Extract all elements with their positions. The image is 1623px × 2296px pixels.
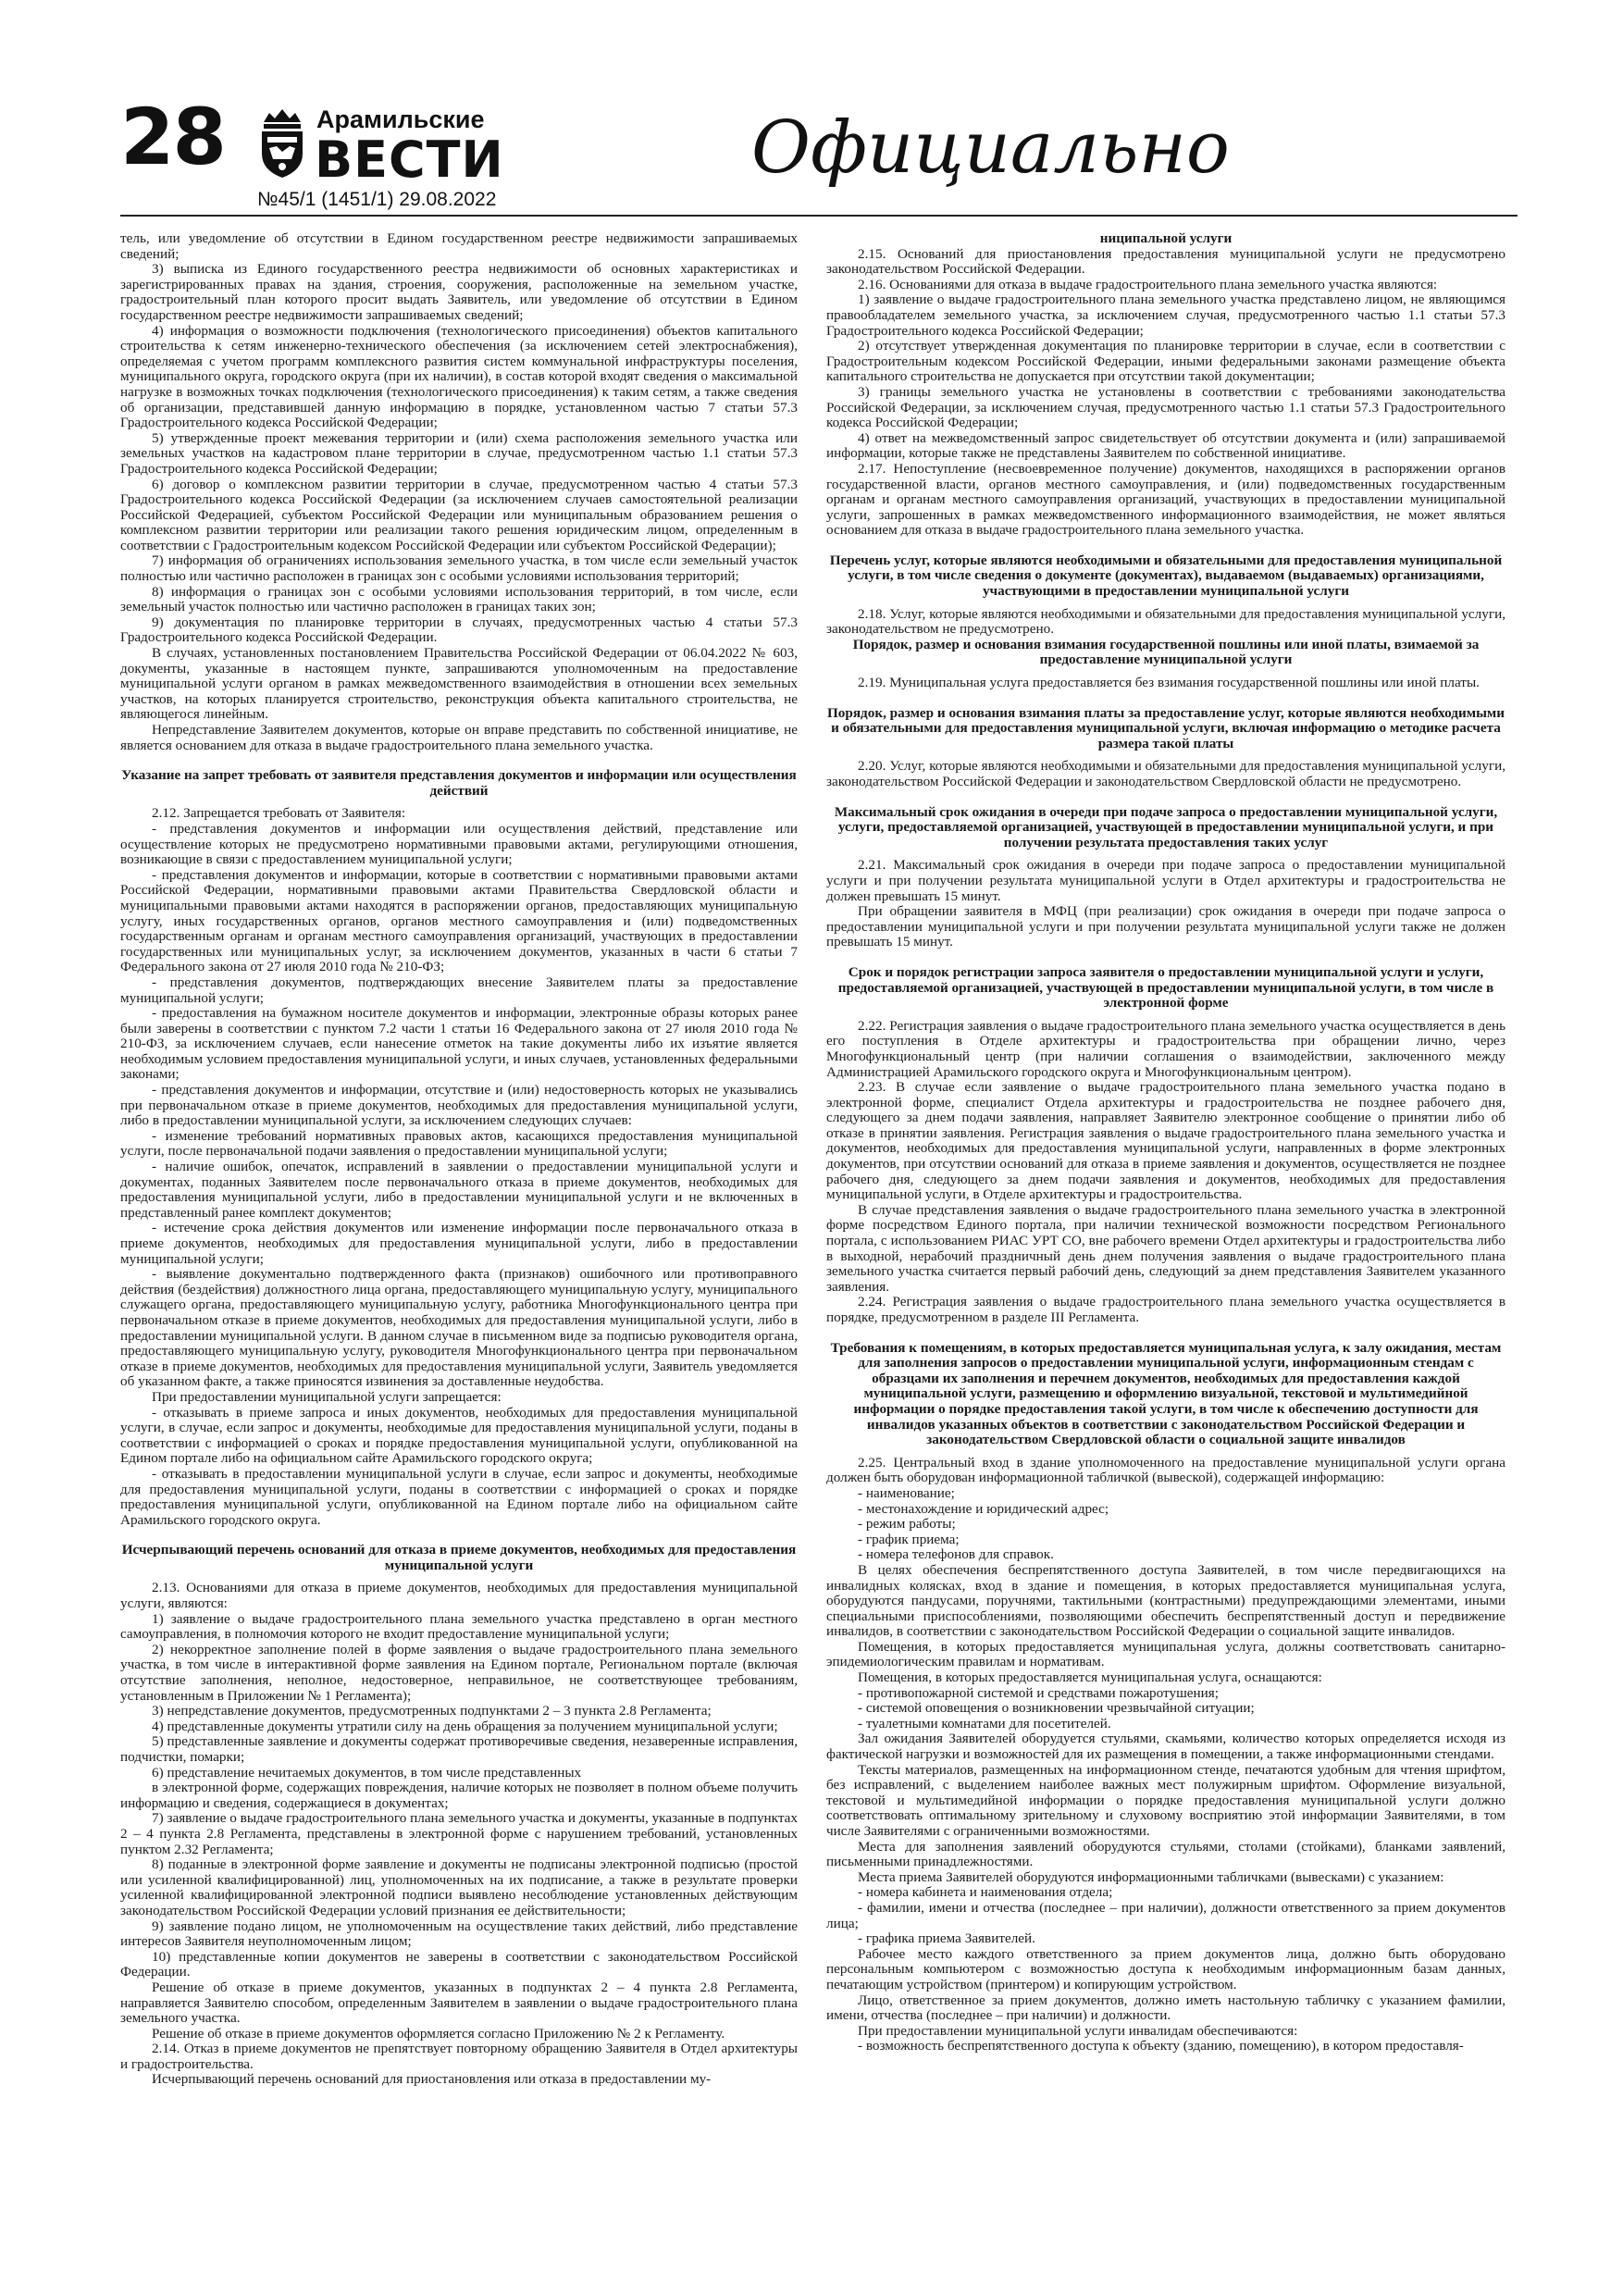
paragraph: 2.22. Регистрация заявления о выдаче градостроительного плана земельного участка осуществляется в день его поступления в Отделе архитектуры и градостроительства при обращении лично, через Многофункциональный центр (при наличии соглашения о взаимодействии, заключенного между Администрацией Арамильского городского округа и Многофункциональным центром). [826, 1017, 1505, 1080]
paragraph: При предоставлении муниципальной услуги запрещается: [152, 1388, 502, 1405]
paragraph: - отказывать в предоставлении муниципальной услуги в случае, если запрос и документы, необходимые для предоставления муниципальной услуги, поданы в соответствии с информацией о сроках и порядке предоставления муниципальной услуги, опубликованной на Едином портале либо на официальном сайте Арамильского городского округа. [120, 1465, 798, 1528]
paragraph: В случае представления заявления о выдаче градостроительного плана земельного участка в электронной форме посредством Единого портала, при наличии технической возможности посредством Регионального портала, с использованием РИАС УРТ СО, вне рабочего времени Отдел архитектуры и градостроительства либо в выходной, нерабочий праздничный день днем получения заявления о выдаче градостроительного плана земельного участка считается первый рабочий день, следующий за днем представления Заявителем указанного заявления. [826, 1201, 1505, 1295]
paragraph: Непредставление Заявителем документов, которые он вправе представить по собственной инициативе, не является основанием для отказа в выдаче градостроительного плана земельного участка. [120, 722, 798, 753]
paragraph: - противопожарной системой и средствами пожаротушения; [858, 1684, 1219, 1701]
paragraph: - возможность беспрепятственного доступа к объекту (зданию, помещению), в котором предоставля- [858, 2038, 1464, 2054]
paragraph: - график приема; [858, 1531, 960, 1547]
paragraph: Лицо, ответственное за прием документов, должно иметь настольную табличку с указанием фамилии, имени, отчества (последнее – при наличии) и должности. [826, 1992, 1505, 2024]
section-heading: Требования к помещениям, в которых предоставляется муниципальная услуга, к залу ожидания, местам для заполнения запросов о предоставлении муниципальной услуги, информационным стендам с образцами их заполнения и перечнем документов, необходимых для предоставления каждой муниципальной услуги, размещению и оформлению визуальной, текстовой и мультимедийной информации о порядке предоставления такой услуги, в том числе к обеспечению доступности для инвалидов указанных объектов в соответствии с законодательством Российской Федерации и законодательством Свердловской области о социальной защите инвалидов [830, 1339, 1502, 1448]
paragraph: 1) заявление о выдаче градостроительного плана земельного участка представлено в орган местного самоуправления, в полномочия которого не входит предоставление муниципальной услуги; [120, 1610, 798, 1643]
paragraph: тель, или уведомление об отсутствии в Едином государственном реестре недвижимости запрашиваемых сведений; [120, 231, 798, 262]
right-column [826, 231, 1505, 2293]
paragraph: 4) информация о возможности подключения (технологического присоединения) объектов капитального строительства к сетям инженерно-технического обеспечения (за исключением сетей электроснабжения), определяемая с учетом программ комплексного развития систем коммунальной инфраструктуры поселения, муниципального округа, городского округа (при их наличии), в состав которой входят сведения о максимальной нагрузке в возможных точках подключения (технологического присоединения) к таким сетям, а также сведения об организации, представившей данную информацию в порядке, установленном частью 7 статьи 57.3 Градостроительного кодекса Российской Федерации; [120, 322, 798, 431]
paragraph: Решение об отказе в приеме документов, указанных в подпунктах 2 – 4 пункта 2.8 Регламента, направляется Заявителю способом, определенным Заявителем в заявлении о выдаче градостроительного плана земельного участка. [120, 1979, 798, 2027]
paragraph: Тексты материалов, размещенных на информационном стенде, печатаются удобным для чтения шрифтом, без исправлений, с выделением наиболее важных мест полужирным шрифтом. Оформление визуальной, текстовой и мультимедийной информации о порядке предоставления муниципальной услуги должно соответствовать оптимальному зрительному и слуховому восприятию этой информации Заявителями, в том числе Заявителями с ограниченными возможностями. [826, 1761, 1505, 1839]
paragraph: - системой оповещения о возникновении чрезвычайной ситуации; [858, 1700, 1255, 1717]
masthead [120, 93, 1518, 217]
paragraph: Зал ожидания Заявителей оборудуется стульями, скамьями, количество которых определяется исходя из фактической нагрузки и возможностей для их размещения в помещении, а также информационными стендами. [826, 1731, 1505, 1763]
header-rule [120, 215, 1518, 217]
paragraph: - истечение срока действия документов или изменение информации после первоначального отказа в приеме документов, необходимых для предоставления муниципальной услуги, либо в предоставлении муниципальной услуги; [120, 1220, 798, 1267]
paragraph: Места приема Заявителей оборудуются информационными табличками (вывесками) с указанием: [858, 1868, 1444, 1885]
section-heading: Срок и порядок регистрации запроса заявителя о предоставлении муниципальной услуги и услуги, предоставляемой организацией, участвующей в предоставлении муниципальной услуги, в том числе в электронной форме [837, 963, 1494, 1011]
paragraph: - графика приема Заявителей. [858, 1930, 1035, 1947]
left-column [120, 231, 798, 2293]
paragraph: Исчерпывающий перечень оснований для приостановления или отказа в предоставлении му- [152, 2071, 712, 2088]
paragraph: 7) заявление о выдаче градостроительного плана земельного участка и документы, указанные в подпунктах 2 – 4 пункта 2.8 Регламента, представлены в электронной форме с нарушением требований, установленных пунктом 2.32 Регламента; [120, 1810, 798, 1857]
paragraph: 8) информация о границах зон с особыми условиями использования территорий, в том числе, если земельный участок полностью или частично расположен в границах таких зон; [120, 583, 798, 615]
paragraph: - наименование; [858, 1484, 955, 1501]
issue-number: №45/1 (1451/1) 29.08.2022 [257, 189, 497, 210]
section-heading: Максимальный срок ожидания в очереди при подаче запроса о предоставлении муниципальной услуги, услуги, предоставляемой организацией, участвующей в предоставлении муниципальной услуги, и при получении результата предоставления таких услуг [834, 803, 1498, 850]
paragraph: 9) документация по планировке территории в случаях, предусмотренных частью 4 статьи 57.3 Градостроительного кодекса Российской Федерации. [120, 614, 798, 646]
paragraph: 2.20. Услуг, которые являются необходимыми и обязательными для предоставления муниципальной услуги, законодательством Российской Федерации и законодательством Свердловской области не предусмотрено. [826, 758, 1505, 789]
paragraph: 2.24. Регистрация заявления о выдаче градостроительного плана земельного участка осуществляется в порядке, предусмотренном в разделе III Регламента. [826, 1294, 1505, 1325]
paragraph: 2.14. Отказ в приеме документов не препятствует повторному обращению Заявителя в Отдел архитектуры и градостроительства. [120, 2041, 798, 2072]
section-heading: Указание на запрет требовать от заявителя представления документов и информации или осуществления действий [121, 767, 797, 799]
section-heading: ниципальной услуги [1099, 231, 1233, 246]
section-heading: Порядок, размер и основания взимания государственной пошлины или иной платы, взимаемой за предоставление муниципальной услуги [852, 636, 1480, 668]
paragraph: - номера телефонов для справок. [858, 1546, 1054, 1563]
paragraph: 2.15. Оснований для приостановления предоставления муниципальной услуги не предусмотрено законодательством Российской Федерации. [826, 245, 1505, 278]
paragraph: 3) границы земельного участка не установлены в соответствии с требованиями законодательства Российской Федерации, за исключением случая, предусмотренного частью 1.1 статьи 57.3 Градостроительного кодекса Российской Федерации; [826, 383, 1505, 431]
paragraph: - предоставления на бумажном носителе документов и информации, электронные образы которых ранее были заверены в соответствии с пунктом 7.2 части 1 статьи 16 Федерального закона от 27 июля 2010 года № 210-ФЗ, за исключением случаев, если нанесение отметок на такие документы либо их изъятие является необходимым условием предоставления муниципальной услуги, и иных случаев, установленных федеральными законами; [120, 1005, 798, 1083]
paragraph: 9) заявление подано лицом, не уполномоченным на осуществление таких действий, либо представление интересов Заявителя неуполномоченным лицом; [120, 1917, 798, 1950]
paragraph: 10) представленные копии документов не заверены в соответствии с законодательством Российской Федерации. [120, 1948, 798, 1980]
paragraph: - представления документов и информации или осуществления действий, представление или осуществление которых не предусмотрено нормативными правовыми актами, регулирующими отношения, возникающие в связи с предоставлением муниципальной услуги; [120, 820, 798, 868]
brand-name-large: ВЕСТИ [315, 130, 504, 189]
section-heading: Порядок, размер и основания взимания платы за предоставление услуг, которые являются необходимыми и обязательными для предоставления муниципальной услуги, включая информацию о методике расчета размера такой платы [826, 704, 1505, 751]
paragraph: - представления документов и информации, отсутствие и (или) недостоверность которых не указывались при первоначальном отказе в приеме документов, необходимых для предоставления муниципальной услуги, либо в предоставлении муниципальной услуги, за исключением следующих случаев: [120, 1082, 798, 1129]
paragraph: Места для заполнения заявлений оборудуются стульями, столами (стойками), бланками заявлений, письменными принадлежностями. [826, 1838, 1505, 1870]
paragraph: 4) ответ на межведомственный запрос свидетельствует об отсутствии документа и (или) запрашиваемой информации, которые также не представлены Заявителем по собственной инициативе. [826, 429, 1505, 462]
paragraph: Решение об отказе в приеме документов оформляется согласно Приложению № 2 к Регламенту. [152, 2025, 725, 2042]
paragraph: 3) непредставление документов, предусмотренных подпунктами 2 – 3 пункта 2.8 Регламента; [152, 1703, 712, 1719]
paragraph: 3) выписка из Единого государственного реестра недвижимости об основных характеристиках и зарегистрированных правах на здания, строения, сооружения, расположенные на земельном участке, градостроительный план которого просит выдать Заявитель, или уведомление об отсутствии в Едином государственном реестре недвижимости запрашиваемых сведений; [120, 261, 798, 323]
page-number: 28 [120, 92, 225, 182]
paragraph: 7) информация об ограничениях использования земельного участка, в том числе если земельный участок полностью или частично расположен в границах зон с особыми условиями использования территорий; [120, 552, 798, 585]
paragraph: 2.17. Непоступление (несвоевременное получение) документов, находящихся в распоряжении органов государственной власти, органов местного самоуправления, и (или) подведомственных государственным органам и органам местного самоуправления организаций, участвующих в предоставлении муниципальной услуги, запрошенных в рамках межведомственного информационного взаимодействия, не может являться основанием для отказа в выдаче градостроительного плана земельного участка. [826, 460, 1505, 539]
paragraph: - фамилии, имени и отчества (последнее – при наличии), должности ответственного за прием документов лица; [826, 1899, 1505, 1931]
paragraph: 2.23. В случае если заявление о выдаче градостроительного плана земельного участка подано в электронной форме, специалист Отдела архитектуры и градостроительства не позднее рабочего дня, следующего за днем подачи заявления, направляет Заявителю электронное сообщение о принятии либо об отказе в принятии заявления. Регистрация заявления о выдаче градостроительного плана земельного участка и документов, необходимых для предоставления муниципальной услуги, направленных в форме электронных документов, при отсутствии оснований для отказа в приеме заявления и документов, осуществляется не позднее рабочего дня, следующего за днем подачи заявления и документов, необходимых для предоставления муниципальной услуги, в Отделе архитектуры и градостроительства. [826, 1079, 1505, 1203]
paragraph: 8) поданные в электронной форме заявление и документы не подписаны электронной подписью (простой или усиленной квалифицированной) лиц, уполномоченных на их подписание, а также в результате проверки усиленной квалифицированной электронной подписи выявлено несоблюдение установленных действующим законодательством Российской Федерации условий признания ее действительности; [120, 1856, 798, 1918]
paragraph: 6) представление нечитаемых документов, в том числе представленных [152, 1764, 582, 1781]
paragraph: - представления документов, подтверждающих внесение Заявителем платы за предоставление муниципальной услуги; [120, 974, 798, 1006]
paragraph: Помещения, в которых предоставляется муниципальная услуга, оснащаются: [858, 1669, 1322, 1686]
paragraph: - номера кабинета и наименования отдела; [858, 1884, 1113, 1901]
paragraph: 5) представленные заявление и документы содержат противоречивые сведения, незаверенные исправления, подчистки, помарки; [120, 1733, 798, 1765]
paragraph: - местонахождение и юридический адрес; [858, 1500, 1109, 1517]
paragraph: - туалетными комнатами для посетителей. [858, 1715, 1111, 1731]
paragraph: - отказывать в приеме запроса и иных документов, необходимых для предоставления муниципальной услуги, в случае, если запрос и документы, необходимые для предоставления муниципальной услуги, поданы в соответствии с информацией о сроках и порядке предоставления муниципальной услуги, опубликованной на Едином портале либо на официальном сайте Арамильского городского округа; [120, 1404, 798, 1467]
section-title: Официально [751, 106, 1230, 190]
coat-of-arms-logo [254, 105, 310, 180]
paragraph: При обращении заявителя в МФЦ (при реализации) срок ожидания в очереди при подаче запроса о предоставлении муниципальной услуги и при получении результата муниципальной услуги также не должен превышать 15 минут. [826, 903, 1505, 950]
paragraph: В случаях, установленных постановлением Правительства Российской Федерации от 06.04.2022 № 603, документы, указанные в настоящем пункте, запрашиваются уполномоченным на предоставление муниципальной услуги органом в рамках межведомственного взаимодействия в отношении всех земельных участков, на которых планируется строительство, реконструкция объекта капитального строительства, не являющегося линейным. [120, 645, 798, 723]
paragraph: 2.19. Муниципальная услуга предоставляется без взимания государственной пошлины или иной платы. [858, 675, 1480, 691]
paragraph: При предоставлении муниципальной услуги инвалидам обеспечиваются: [858, 2022, 1298, 2039]
paragraph: 6) договор о комплексном развитии территории в случае, предусмотренном частью 4 статьи 57.3 Градостроительного кодекса Российской Федерации (за исключением случаев самостоятельной реализации Российской Федерацией, субъектом Российской Федерации или муниципальным образованием решения о комплексном развитии территории или реализации такого решения юридическим лицом, определенным в соответствии с Градостроительным кодексом Российской Федерации или субъектом Российской Федерации); [120, 476, 798, 553]
paragraph: 5) утвержденные проект межевания территории и (или) схема расположения земельного участка или земельных участков на кадастровом плане территории в случае, предусмотренном частью 1.1 статьи 57.3 Градостроительного кодекса Российской Федерации; [120, 429, 798, 477]
paragraph: 2.13. Основаниями для отказа в приеме документов, необходимых для предоставления муниципальной услуги, являются: [120, 1580, 798, 1612]
paragraph: 4) представленные документы утратили силу на день обращения за получением муниципальной услуги; [152, 1718, 778, 1734]
brand-name-small: Арамильские [316, 105, 485, 133]
section-heading: Исчерпывающий перечень оснований для отказа в приеме документов, необходимых для предоставления муниципальной услуги [121, 1542, 797, 1573]
paragraph: 1) заявление о выдаче градостроительного плана земельного участка представлено лицом, не являющимся правообладателем земельного участка, за исключением случая, предусмотренного частью 1.1 статьи 57.3 Градостроительного кодекса Российской Федерации; [826, 292, 1505, 339]
paragraph: Помещения, в которых предоставляется муниципальная услуга, должны соответствовать санитарно-эпидемиологическим правилам и нормативам. [826, 1638, 1505, 1670]
paragraph: 2.25. Центральный вход в здание уполномоченного на предоставление муниципальной услуги органа должен быть оборудован информационной табличкой (вывеской), содержащей информацию: [826, 1454, 1505, 1486]
paragraph: - представления документов и информации, которые в соответствии с нормативными правовыми актами Российской Федерации, нормативными правовыми актами Правительства Свердловской области и муниципальными правовыми актами находятся в распоряжении органов, предоставляющих муниципальную услугу, иных государственных органов, органов местного самоуправления и (или) подведомственных государственным органам и органам местного самоуправления организаций, участвующих в предоставлении государственных или муниципальных услуг, за исключением документов, указанных в части 6 статьи 7 Федерального закона от 27 июля 2010 года № 210-ФЗ; [120, 866, 798, 975]
paragraph: - изменение требований нормативных правовых актов, касающихся предоставления муниципальной услуги, после первоначальной подачи заявления о предоставлении муниципальной услуги; [120, 1127, 798, 1160]
paragraph: 2.16. Основаниями для отказа в выдаче градостроительного плана земельного участка являются: [858, 276, 1438, 292]
paragraph: 2.18. Услуг, которые являются необходимыми и обязательными для предоставления муниципальной услуги, законодательством не предусмотрено. [826, 605, 1505, 638]
paragraph: - наличие ошибок, опечаток, исправлений в заявлении о предоставлении муниципальной услуги и документах, поданных Заявителем после первоначального отказа в приеме документов, необходимых для предоставления муниципальной услуги, либо в предоставлении муниципальной услуги и не включенных в представленный ранее комплект документов; [120, 1159, 798, 1221]
paragraph: 2.21. Максимальный срок ожидания в очереди при подаче запроса о предоставлении муниципальной услуги и при получении результата муниципальной услуги в Отдел архитектуры и градостроительства не должен превышать 15 минут. [826, 857, 1505, 904]
section-heading: Перечень услуг, которые являются необходимыми и обязательными для предоставления муниципальной услуги, в том числе сведения о документе (документах), выдаваемом (выдаваемых) организациями, участвующими в предоставлении муниципальной услуги [829, 552, 1503, 600]
paragraph: 2) некорректное заполнение полей в форме заявления о выдаче градостроительного плана земельного участка, в том числе в интерактивной форме заявления на Едином портале, Региональном портале (включая отсутствие заполнения, неполное, недостоверное, неправильное, не соответствующее требованиям, установленным в Приложении № 1 Регламента); [120, 1641, 798, 1704]
paragraph: - выявление документально подтвержденного факта (признаков) ошибочного или противоправного действия (бездействия) должностного лица органа, предоставляющего муниципальную услугу, муниципального служащего органа, предоставляющего муниципальную услугу, работника Многофункционального центра при первоначальном отказе в приеме документов, необходимых для предоставления муниципальной услуги, либо в предоставлении муниципальной услуги. В данном случае в письменном виде за подписью руководителя органа, предоставляющего муниципальную услугу, руководителя Многофункционального центра при первоначальном отказе в приеме документов, необходимых для предоставления муниципальной услуги, Заявитель уведомляется об указанном факте, а также приносятся извинения за доставленные неудобства. [120, 1266, 798, 1390]
paragraph: в электронной форме, содержащих повреждения, наличие которых не позволяет в полном объеме получить информацию и сведения, содержащиеся в документах; [120, 1780, 798, 1811]
paragraph: Рабочее место каждого ответственного за прием документов лица, должно быть оборудовано персональным компьютером с возможностью доступа к необходимым информационным базам данных, печатающим устройством (принтером) и копирующим устройством. [826, 1945, 1505, 1992]
paragraph: - режим работы; [858, 1516, 956, 1533]
paragraph: В целях обеспечения беспрепятственного доступа Заявителей, в том числе передвигающихся на инвалидных колясках, вход в здание и помещения, в которых предоставляется муниципальная услуга, оборудуются пандусами, поручнями, тактильными (контрастными) предупреждающими элементами, иными специальными приспособлениями, позволяющими обеспечить беспрепятственный доступ и передвижение инвалидов, в соответствии с законодательством Российской Федерации о социальной защите инвалидов. [826, 1561, 1505, 1640]
paragraph: 2.12. Запрещается требовать от Заявителя: [152, 805, 406, 822]
paragraph: 2) отсутствует утвержденная документация по планировке территории в случае, если в соответствии с Градостроительным кодексом Российской Федерации, иными федеральными законами размещение объекта капитального строительства не допускается при отсутствии такой документации; [826, 338, 1505, 385]
